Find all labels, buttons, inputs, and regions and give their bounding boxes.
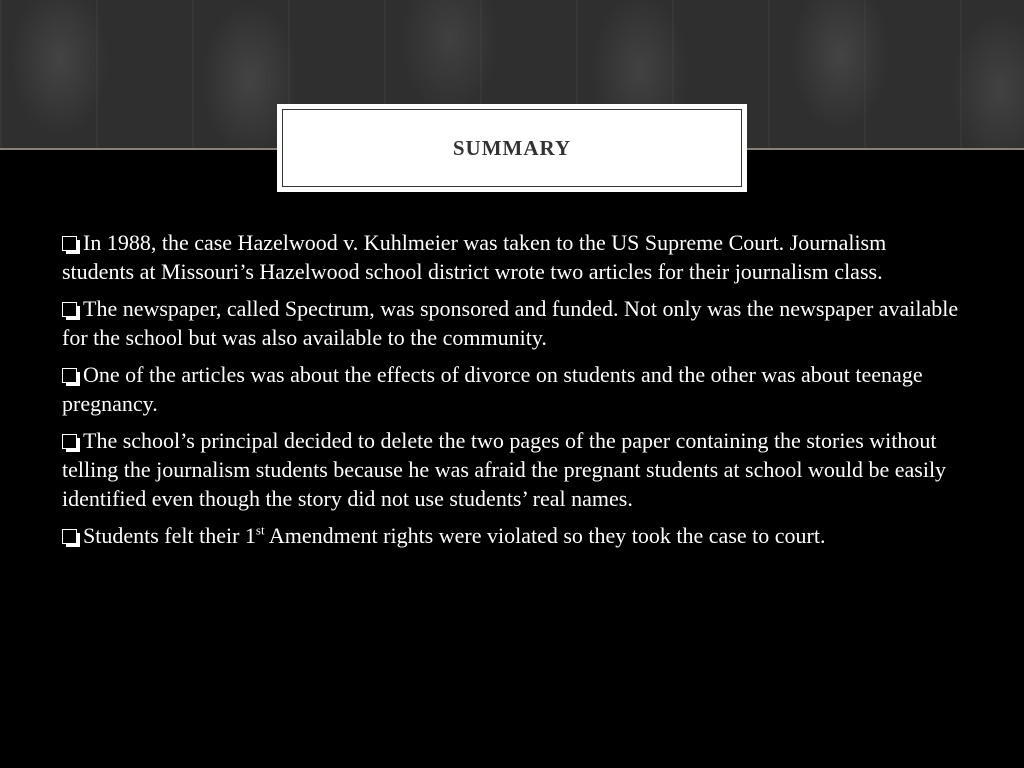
slide-title: SUMMARY: [452, 135, 572, 160]
checkbox-square-icon: [62, 368, 77, 383]
checkbox-square-icon: [62, 302, 77, 317]
bullet-text-before: Students felt their 1: [83, 523, 256, 548]
bullet-item: [62, 228, 962, 286]
title-box: [277, 104, 747, 192]
bullet-text-after: Amendment rights were violated so they took the case to court.: [264, 523, 826, 548]
bullet-text: The school’s principal decided to delete the two pages of the paper containing the stories without telling the journalism students because he was afraid the pregnant students at school would be easily identified even though the story did not use students’ real names.: [62, 428, 947, 511]
ordinal-superscript: st: [255, 522, 265, 538]
bullet-list: [62, 228, 962, 558]
bullet-text: The newspaper, called Spectrum, was sponsored and funded. Not only was the newspaper available for the school but was also available to the community.: [62, 296, 959, 350]
bullet-text: One of the articles was about the effects of divorce on students and the other was about teenage pregnancy.: [62, 362, 923, 416]
checkbox-square-icon: [62, 236, 77, 251]
bullet-item: [62, 426, 962, 513]
checkbox-square-icon: [62, 529, 77, 544]
bullet-item: [62, 294, 962, 352]
checkbox-square-icon: [62, 434, 77, 449]
bullet-item: [62, 521, 962, 550]
bullet-text: In 1988, the case Hazelwood v. Kuhlmeier was taken to the US Supreme Court. Journalism students at Missouri’s Hazelwood school district wrote two articles for their journalism class.: [62, 230, 887, 284]
bullet-item: [62, 360, 962, 418]
title-inner-frame: [282, 109, 742, 187]
